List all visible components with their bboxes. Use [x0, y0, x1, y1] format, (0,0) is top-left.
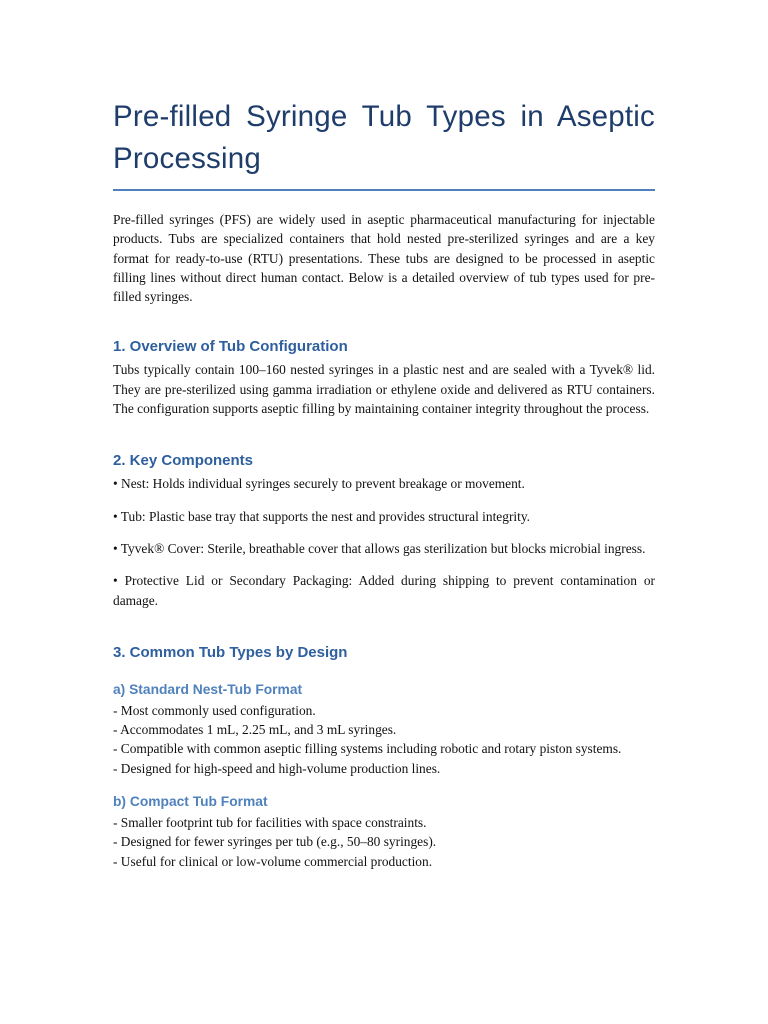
list-item: • Tyvek® Cover: Sterile, breathable cover that allows gas sterilization but blocks microbial ingress. [113, 540, 646, 556]
title-underline-rule [113, 189, 655, 191]
list-item: - Smaller footprint tub for facilities with space constraints. [113, 815, 427, 831]
list-item: • Nest: Holds individual syringes securely to prevent breakage or movement. [113, 476, 525, 492]
document-page [113, 0, 655, 871]
subsection-a-heading: a) Standard Nest-Tub Format [113, 681, 303, 697]
list-item: • Protective Lid or Secondary Packaging: Added during shipping to prevent contamination or damage. [113, 573, 655, 608]
list-item: - Compatible with common aseptic filling systems including robotic and rotary piston systems. [113, 741, 622, 757]
subsection-b-heading: b) Compact Tub Format [113, 794, 268, 810]
list-item: - Accommodates 1 mL, 2.25 mL, and 3 mL syringes. [113, 722, 397, 738]
section-2-heading: 2. Key Components [113, 452, 254, 470]
list-item: - Designed for high-speed and high-volume production lines. [113, 760, 441, 776]
section-1-heading: 1. Overview of Tub Configuration [113, 338, 348, 356]
section-1-paragraph: Tubs typically contain 100–160 nested syringes in a plastic nest and are sealed with a Tyvek® lid. They are pre-sterilized using gamma irradiation or ethylene oxide and delivered as RTU containers. The configuration supports aseptic filling by maintaining container integrity throughout the process. [113, 362, 655, 417]
intro-paragraph: Pre-filled syringes (PFS) are widely used in aseptic pharmaceutical manufacturing for injectable products. Tubs are specialized containers that hold nested pre-sterilized syringes and are a key format for ready-to-use (RTU) presentations. These tubs are designed to be processed in aseptic filling lines without direct human contact. Below is a detailed overview of tub types used for pre-filled syringes. [113, 212, 655, 305]
section-3-heading: 3. Common Tub Types by Design [113, 643, 348, 661]
standard-format-list [113, 701, 655, 778]
compact-format-list [113, 813, 655, 871]
key-components-list [113, 474, 655, 609]
list-item: - Useful for clinical or low-volume commercial production. [113, 853, 433, 869]
list-item: - Designed for fewer syringes per tub (e.g., 50–80 syringes). [113, 834, 437, 850]
list-item: • Tub: Plastic base tray that supports the nest and provides structural integrity. [113, 508, 531, 524]
document-title: Pre-filled Syringe Tub Types in Aseptic Processing [113, 100, 655, 175]
list-item: - Most commonly used configuration. [113, 702, 316, 718]
